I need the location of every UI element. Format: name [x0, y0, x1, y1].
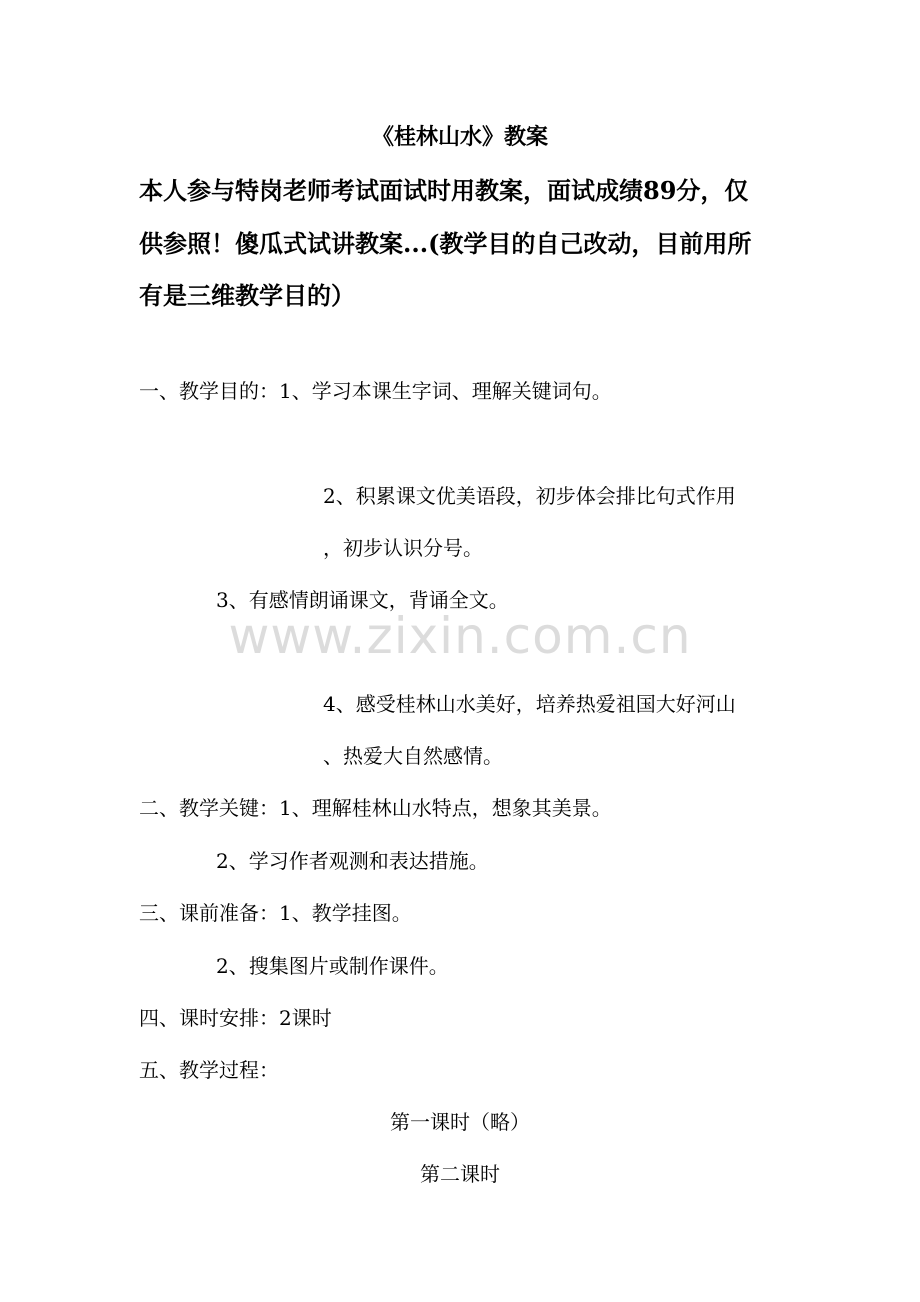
intro-line-1: 本人参与特岗老师考试面试时用教案，面试成绩89分，仅: [139, 176, 749, 205]
intro-line-2: 供参照！傻瓜式试讲教案...(教学目的自己改动，目前用所: [139, 229, 752, 258]
goals-item-3: 3、有感情朗诵课文，背诵全文。: [216, 588, 509, 612]
goals-item-2a: 2、积累课文优美语段，初步体会排比句式作用: [323, 484, 736, 508]
goals-item-4a: 4、感受桂林山水美好，培养热爱祖国大好河山: [323, 692, 736, 716]
document-title: 《桂林山水》教案: [371, 124, 548, 150]
watermark: www.zixin.com.cn: [228, 607, 692, 665]
schedule-line: 四、课时安排：2课时: [139, 1006, 332, 1030]
key-points-line-1: 二、教学关键：1、理解桂林山水特点，想象其美景。: [139, 796, 612, 820]
lesson-2-heading: 第二课时: [420, 1162, 500, 1186]
goals-line-1: 一、教学目的：1、学习本课生字词、理解关键词句。: [139, 379, 612, 403]
goals-item-4b: 、热爱大自然感情。: [323, 744, 503, 768]
goals-item-2b: ，初步认识分号。: [323, 536, 483, 560]
preparation-line-1: 三、课前准备：1、教学挂图。: [139, 901, 412, 925]
lesson-1-heading: 第一课时（略）: [390, 1110, 530, 1134]
key-points-line-2: 2、学习作者观测和表达措施。: [216, 849, 489, 873]
preparation-line-2: 2、搜集图片或制作课件。: [216, 954, 449, 978]
process-heading: 五、教学过程：: [139, 1058, 279, 1082]
intro-line-3: 有是三维教学目的）: [139, 281, 355, 310]
